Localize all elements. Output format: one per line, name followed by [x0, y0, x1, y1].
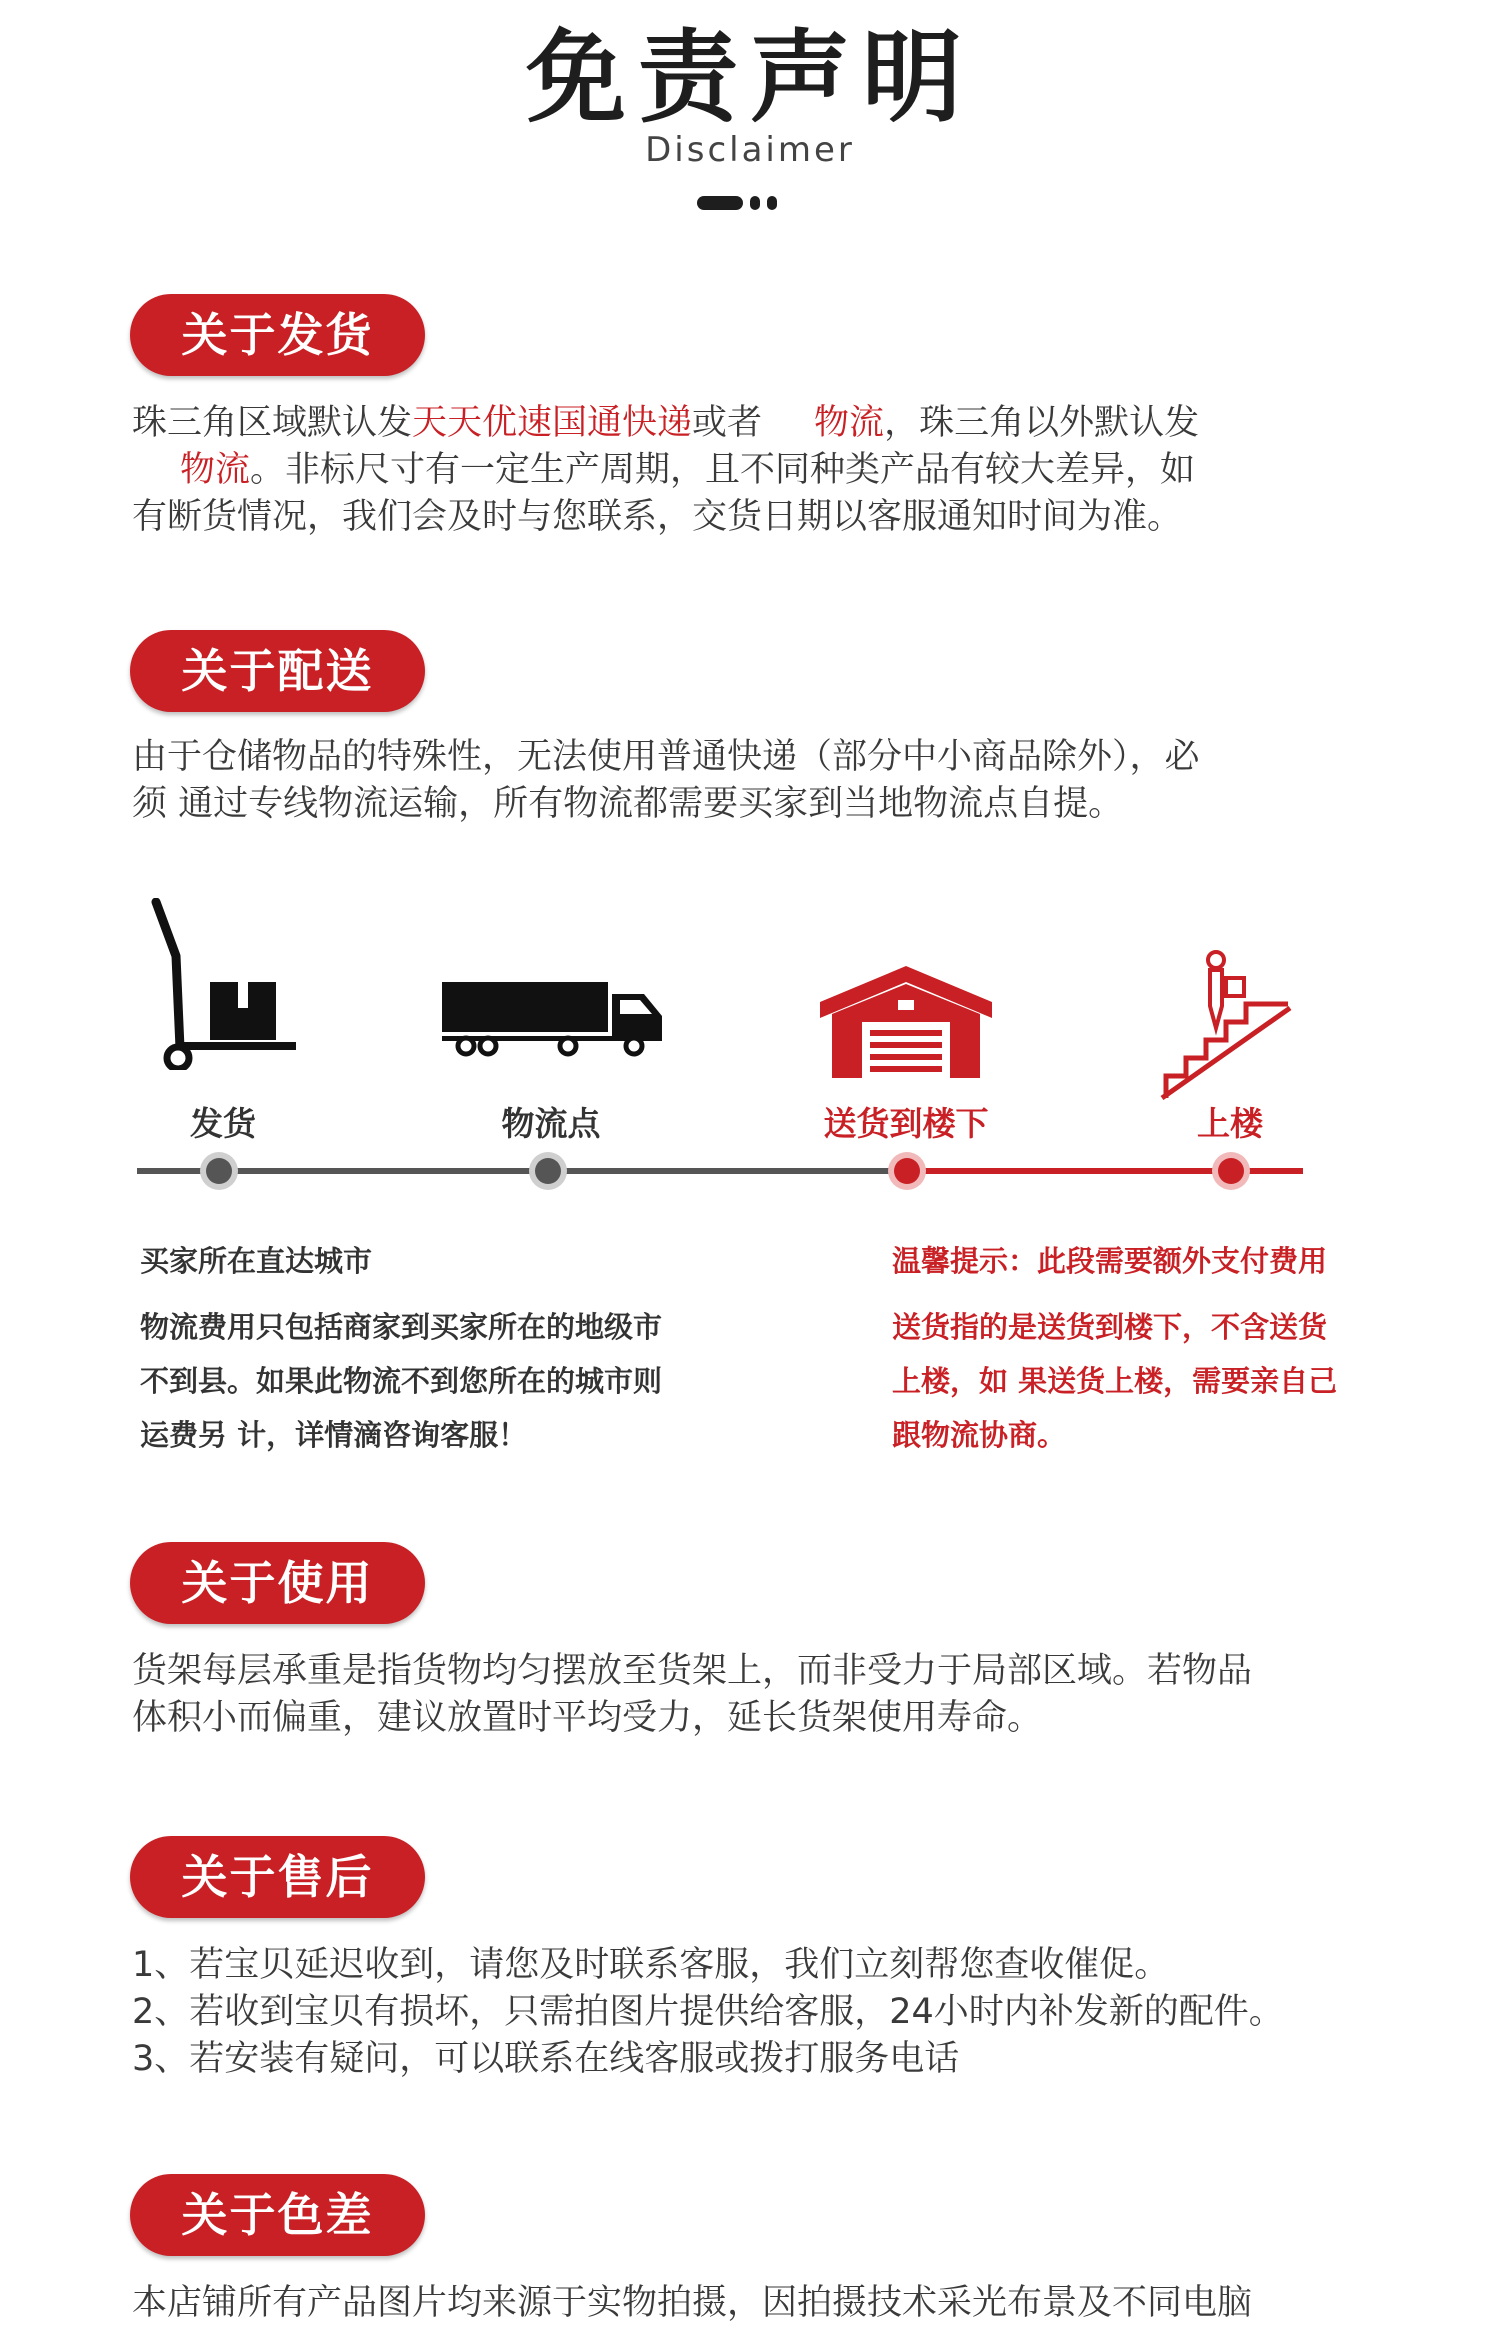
color-paragraph: 本店铺所有产品图片均来源于实物拍摄，因拍摄技术采光布景及不同电脑	[132, 2283, 1253, 2323]
timeline-node-downstairs	[894, 1158, 920, 1184]
warehouse-icon	[818, 962, 994, 1080]
step-label-upstairs: 上楼	[1197, 1104, 1263, 1143]
truck-icon	[440, 978, 666, 1058]
step-label-downstairs: 送货到楼下	[823, 1104, 989, 1143]
usage-paragraph: 货架每层承重是指货物均匀摆放至货架上，而非受力于局部区域。若物品 体积小而偏重，建议放置时平均受力，延长货架使用寿命。	[132, 1651, 1253, 1738]
hand-truck-icon	[148, 898, 298, 1070]
section-badge-delivery: 关于配送	[130, 630, 425, 712]
step-label-logistics: 物流点	[501, 1104, 601, 1143]
right-note: 温馨提示：此段需要额外支付费用 送货指的是送货到楼下，不含送货 上楼，如 果送货上楼，需要亲自己 跟物流协商。	[892, 1234, 1337, 1462]
section-badge-shipping: 关于发货	[130, 294, 425, 376]
section-badge-color: 关于色差	[130, 2174, 425, 2256]
step-label-ship: 发货	[190, 1104, 256, 1143]
timeline-node-logistics	[535, 1158, 561, 1184]
title-decoration	[697, 196, 777, 210]
left-note: 买家所在直达城市 物流费用只包括商家到买家所在的地级市 不到县。如果此物流不到您所在的城市则 运费另 计，详情滴咨询客服！	[140, 1234, 662, 1462]
left-note-title: 买家所在直达城市	[140, 1244, 373, 1278]
timeline-node-ship	[206, 1158, 232, 1184]
stairs-carry-icon	[1160, 948, 1292, 1100]
page-subtitle: Disclaimer	[645, 130, 855, 170]
shipping-paragraph: 珠三角区域默认发天天优速国通快递或者 物流，珠三角以外默认发 物流。非标尺寸有一定生产周期，且不同种类产品有较大差异，如 有断货情况，我们会及时与您联系，交货日期以客服通知时间为准。	[132, 403, 1200, 537]
page-title: 免责声明	[526, 19, 974, 136]
timeline-node-upstairs	[1218, 1158, 1244, 1184]
right-note-title: 温馨提示：此段需要额外支付费用	[892, 1244, 1328, 1278]
section-badge-aftersale: 关于售后	[130, 1836, 425, 1918]
delivery-paragraph: 由于仓储物品的特殊性，无法使用普通快递（部分中小商品除外），必 须 通过专线物流运输，所有物流都需要买家到当地物流点自提。	[132, 737, 1200, 824]
timeline-grey-line	[137, 1168, 907, 1174]
section-badge-usage: 关于使用	[130, 1542, 425, 1624]
aftersale-paragraph: 1、若宝贝延迟收到，请您及时联系客服，我们立刻帮您查收催促。 2、若收到宝贝有损坏，只需拍图片提供给客服，24小时内补发新的配件。 3、若安装有疑问，可以联系在线客服或拨打服务电话	[132, 1945, 1284, 2079]
